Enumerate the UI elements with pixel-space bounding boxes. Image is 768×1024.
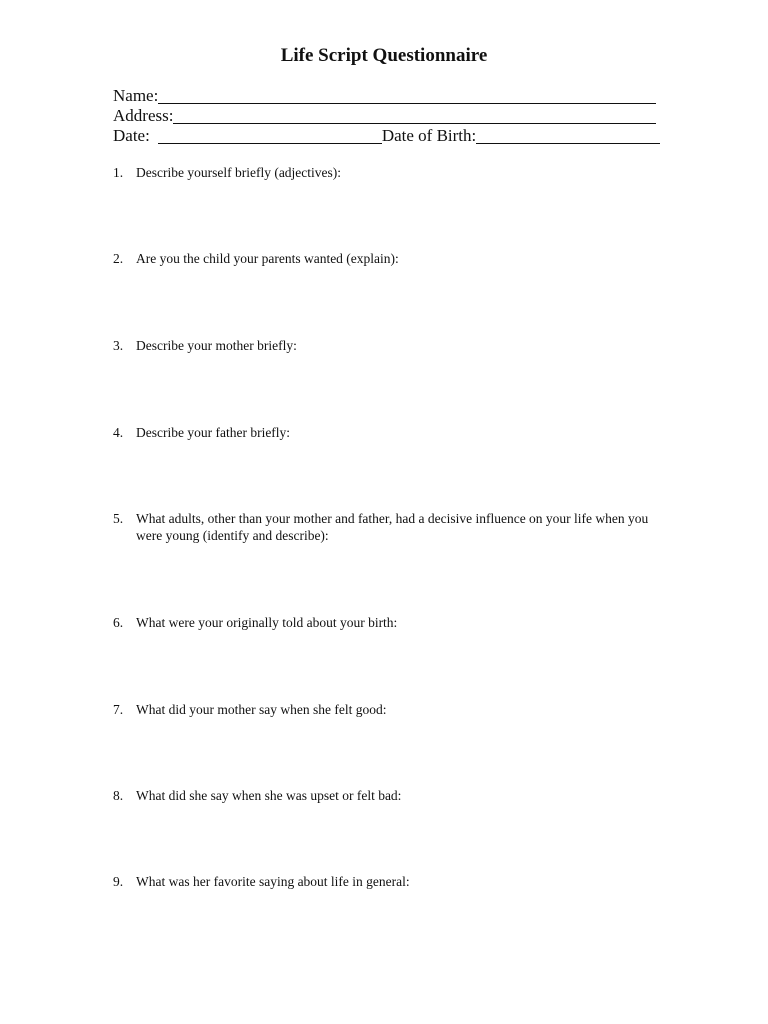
question-text: What did your mother say when she felt good:	[136, 702, 387, 717]
question-number: 3.	[113, 338, 124, 353]
date-of-birth-label: Date of Birth:	[381, 126, 477, 145]
question-text: Describe your father briefly:	[136, 425, 291, 440]
question-text: What were your originally told about your birth:	[136, 615, 398, 630]
question-text: What was her favorite saying about life in general:	[136, 874, 410, 889]
name-field[interactable]	[158, 86, 656, 104]
question-number: 1.	[113, 165, 124, 180]
question-number: 9.	[113, 874, 124, 889]
question-text: Describe your mother briefly:	[136, 338, 297, 353]
date-field[interactable]	[158, 126, 382, 144]
question-number: 5.	[113, 511, 124, 526]
question-number: 2.	[113, 251, 124, 266]
question-text: What did she say when she was upset or felt bad:	[136, 788, 402, 803]
date-label: Date:	[113, 126, 150, 145]
question-item	[113, 787, 658, 804]
address-field[interactable]	[173, 106, 656, 124]
question-item	[113, 873, 658, 890]
date-row	[113, 126, 656, 146]
question-text: Describe yourself briefly (adjectives):	[136, 165, 342, 180]
question-item	[113, 250, 658, 267]
question-item	[113, 701, 658, 718]
question-item	[113, 510, 658, 544]
date-of-birth-field[interactable]	[476, 126, 660, 144]
address-row	[113, 106, 656, 126]
address-label: Address:	[113, 106, 174, 125]
question-number: 7.	[113, 702, 124, 717]
question-item	[113, 424, 658, 441]
question-number: 8.	[113, 788, 124, 803]
question-item	[113, 614, 658, 631]
question-number: 6.	[113, 615, 124, 630]
page-title: Life Script Questionnaire	[280, 45, 488, 66]
name-row	[113, 86, 656, 106]
question-number: 4.	[113, 425, 124, 440]
question-text: Are you the child your parents wanted (explain):	[136, 251, 399, 266]
question-text: What adults, other than your mother and father, had a decisive influence on your life when you were young (identify and describe):	[136, 511, 649, 543]
question-item	[113, 337, 658, 354]
name-label: Name:	[113, 86, 159, 105]
question-item	[113, 164, 658, 181]
